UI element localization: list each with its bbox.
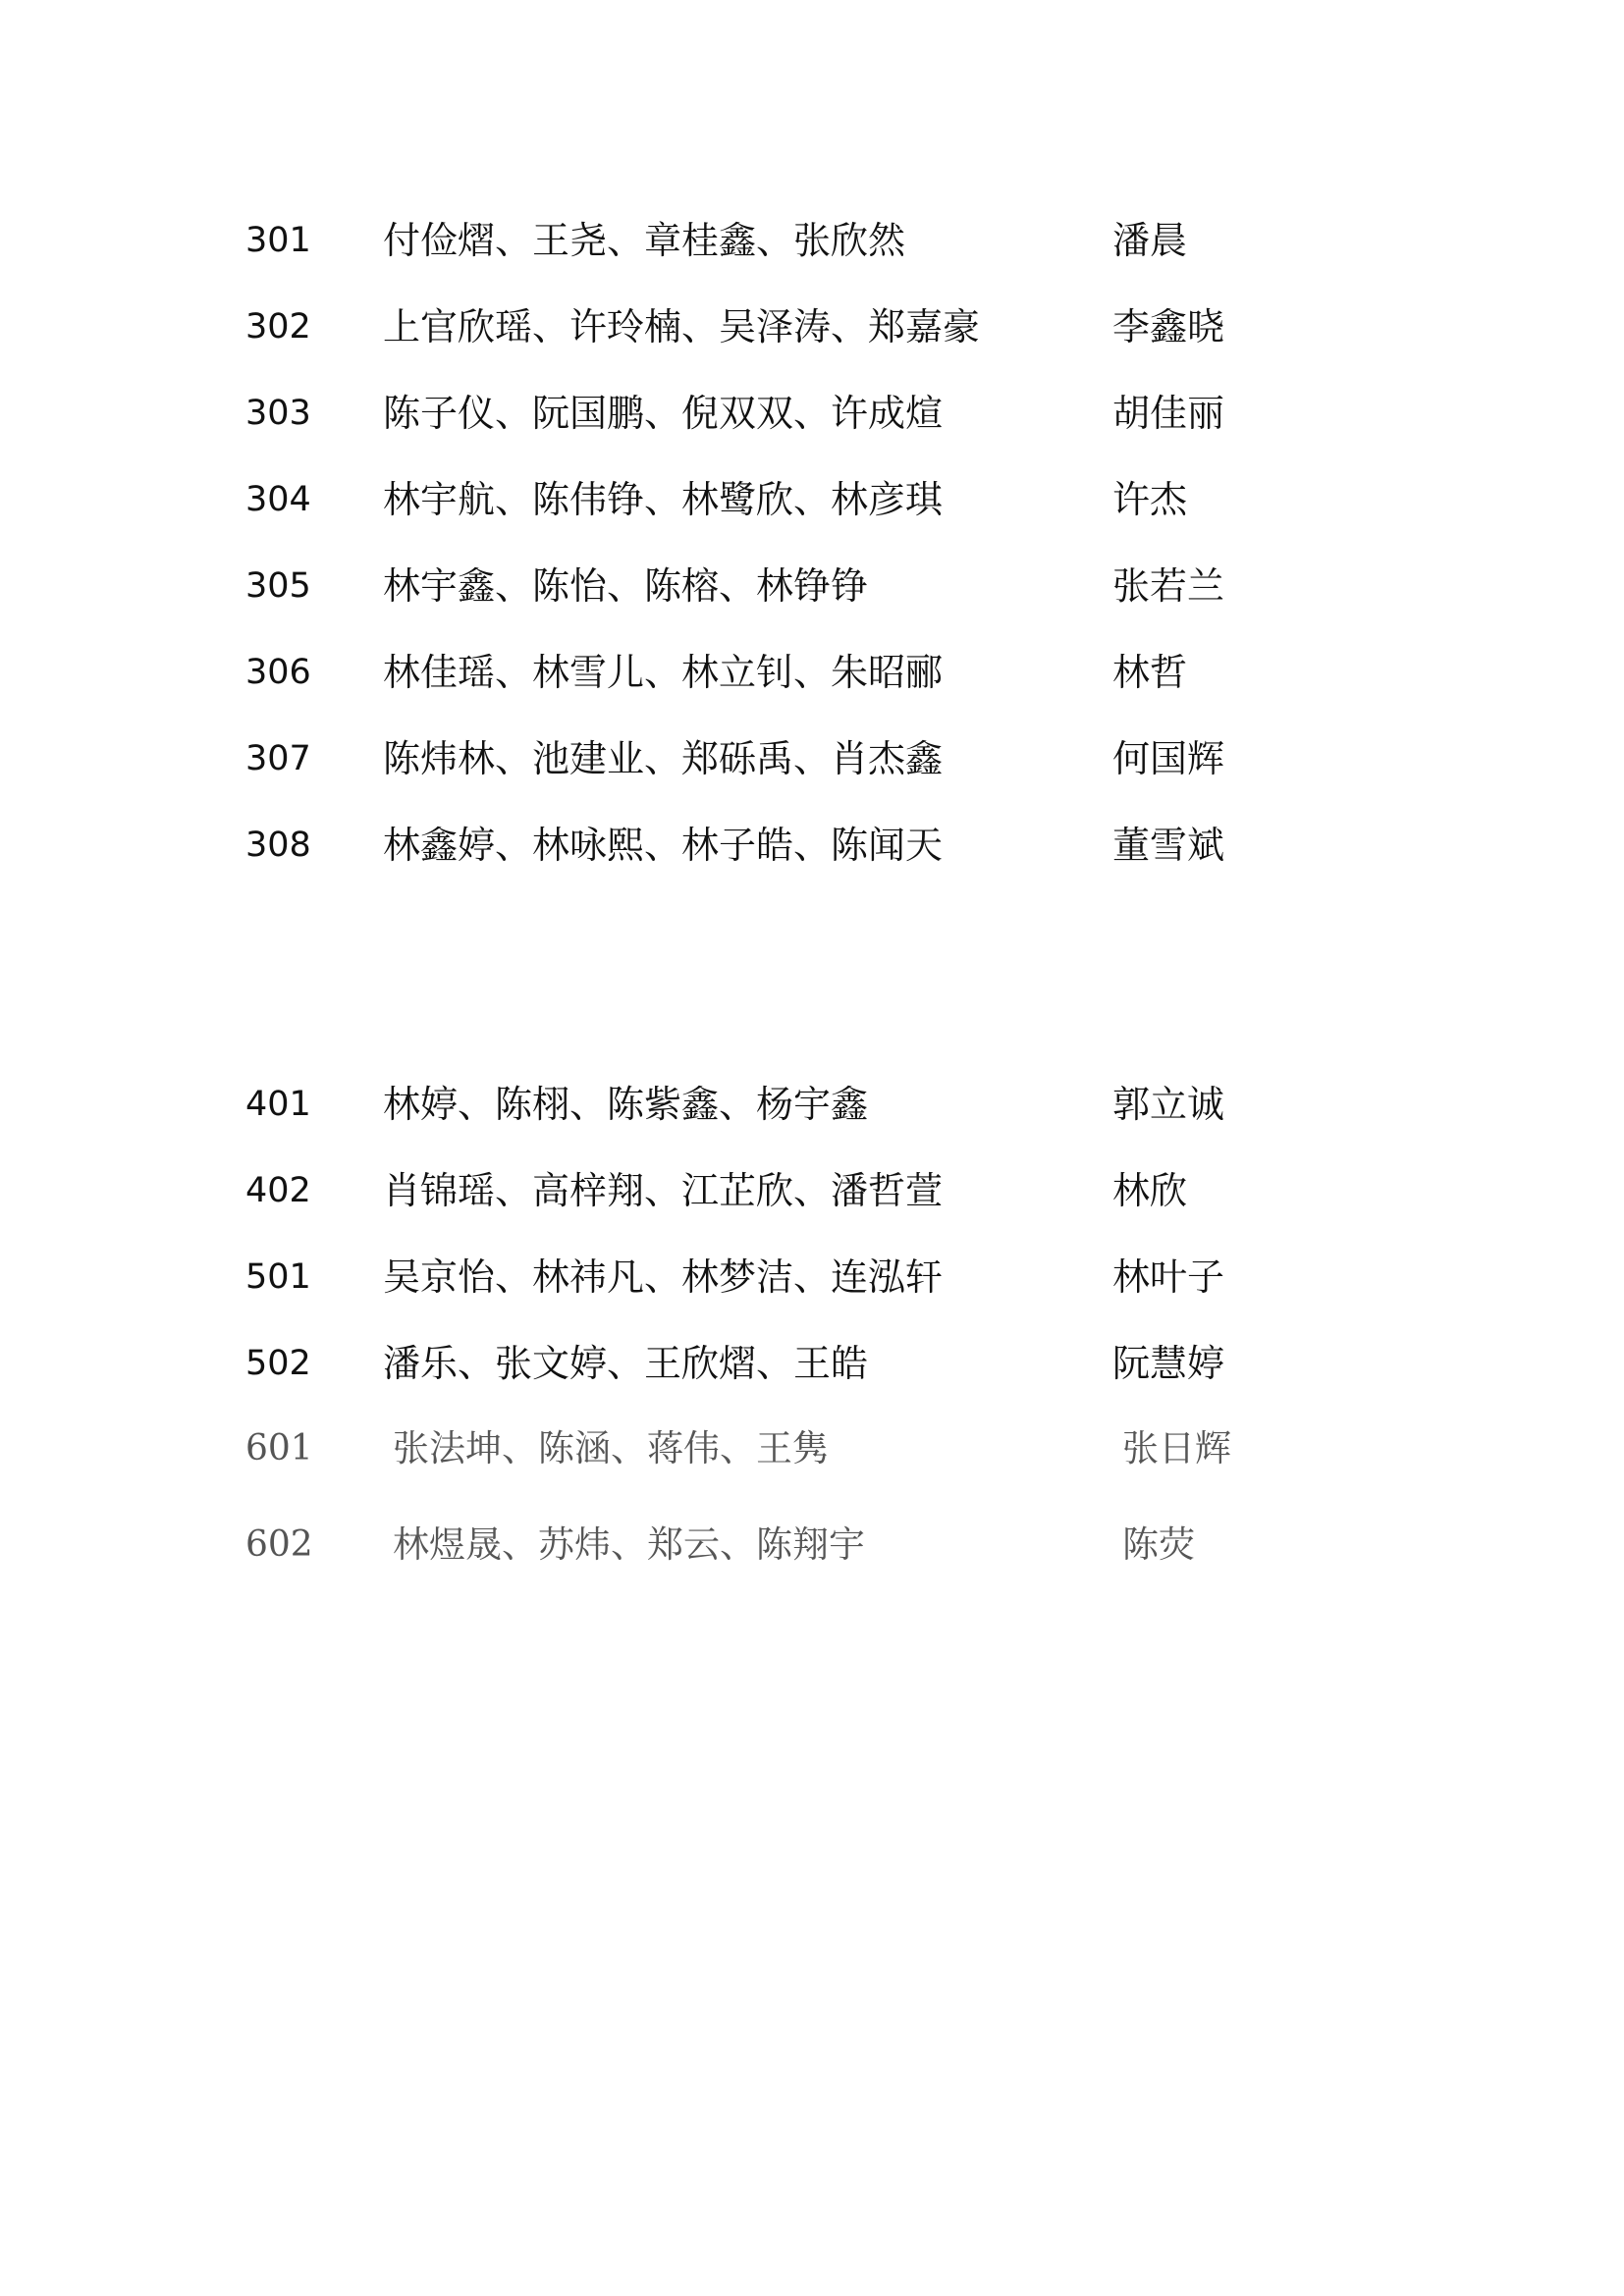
member-names: 张法坤、陈涵、蒋伟、王隽 [393,1427,829,1469]
member-names: 吴京怡、林祎凡、林梦洁、连泓轩 [383,1255,944,1299]
table-row [0,724,1624,793]
table-row [0,1156,1624,1225]
teacher-name: 董雪斌 [1112,824,1225,867]
room-number: 306 [245,653,311,692]
teacher-name: 阮慧婷 [1112,1342,1225,1385]
teacher-name: 李鑫晓 [1112,305,1225,348]
member-names: 潘乐、张文婷、王欣熠、王皓 [383,1342,869,1385]
table-row [0,1415,1624,1483]
table-row [0,465,1624,534]
table-row [0,1511,1624,1579]
room-number: 401 [245,1085,311,1124]
room-number: 303 [245,394,311,433]
member-names: 陈子仪、阮国鹏、倪双双、许成煊 [383,392,944,435]
room-number: 302 [245,307,311,347]
room-number: 301 [245,221,311,260]
teacher-name: 胡佳丽 [1112,392,1225,435]
member-names: 林煜晟、苏炜、郑云、陈翔宇 [393,1523,865,1566]
table-row [0,811,1624,880]
room-number: 304 [245,480,311,519]
table-row [0,293,1624,361]
member-names: 林宇航、陈伟铮、林鹭欣、林彦琪 [383,478,944,521]
room-number: 601 [245,1428,313,1468]
member-names: 上官欣瑶、许玲楠、吴泽涛、郑嘉豪 [383,305,981,348]
member-names: 林佳瑶、林雪儿、林立钊、朱昭郦 [383,651,944,694]
teacher-name: 林欣 [1112,1169,1188,1212]
teacher-name: 郭立诚 [1112,1083,1225,1126]
teacher-name: 张日辉 [1122,1427,1231,1469]
member-names: 林婷、陈栩、陈紫鑫、杨宇鑫 [383,1083,869,1126]
teacher-name: 林哲 [1112,651,1188,694]
table-row [0,638,1624,707]
teacher-name: 许杰 [1112,478,1188,521]
member-names: 林宇鑫、陈怡、陈榕、林铮铮 [383,564,869,608]
teacher-name: 张若兰 [1112,564,1225,608]
table-row [0,206,1624,275]
room-number: 602 [245,1524,313,1565]
member-names: 林鑫婷、林咏熙、林子皓、陈闻天 [383,824,944,867]
table-row [0,1243,1624,1311]
member-names: 陈炜林、池建业、郑砾禹、肖杰鑫 [383,737,944,780]
table-row [0,1329,1624,1398]
table-row [0,552,1624,620]
table-row [0,1070,1624,1139]
teacher-name: 潘晨 [1112,219,1188,262]
member-names: 付俭熠、王尧、章桂鑫、张欣然 [383,219,906,262]
member-names: 肖锦瑶、高梓翔、江芷欣、潘哲萱 [383,1169,944,1212]
teacher-name: 陈荧 [1122,1523,1195,1566]
room-number: 502 [245,1344,311,1383]
room-number: 305 [245,566,311,606]
table-row [0,379,1624,448]
teacher-name: 林叶子 [1112,1255,1225,1299]
room-number: 501 [245,1257,311,1297]
teacher-name: 何国辉 [1112,737,1225,780]
room-number: 307 [245,739,311,778]
room-number: 308 [245,826,311,865]
room-number: 402 [245,1171,311,1210]
